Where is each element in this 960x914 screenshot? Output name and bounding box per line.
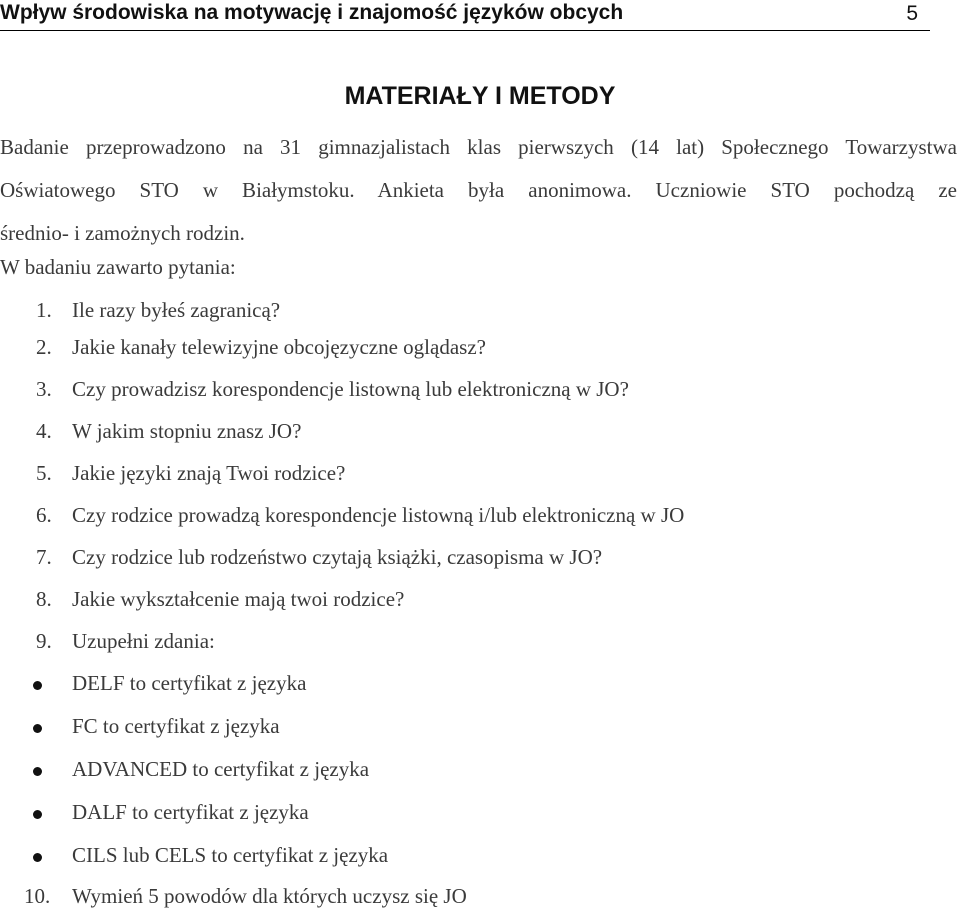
- item-text: Czy rodzice lub rodzeństwo czytają książki, czasopisma w JO?: [72, 545, 603, 569]
- item-text: Ile razy byłeś zagranicą?: [72, 298, 281, 322]
- paragraph-line: średnio- i zamożnych rodzin.: [0, 221, 245, 245]
- bullet-icon: [33, 681, 42, 690]
- item-number: 8.: [36, 587, 52, 611]
- page-number: 5: [906, 2, 918, 25]
- item-text: Czy rodzice prowadzą korespondencje listowną i/lub elektroniczną w JO: [72, 503, 685, 527]
- item-number: 7.: [36, 545, 52, 569]
- body-paragraph: [0, 126, 957, 255]
- item-text: W jakim stopniu znasz JO?: [72, 419, 302, 443]
- item-number: 1.: [36, 298, 52, 322]
- item-text: ADVANCED to certyfikat z języka: [72, 757, 370, 781]
- item-text: DALF to certyfikat z języka: [72, 800, 309, 824]
- item-number: 2.: [36, 335, 52, 359]
- item-number: 3.: [36, 377, 52, 401]
- running-title: Wpływ środowiska na motywację i znajomość języków obcych: [0, 1, 624, 24]
- questions-intro: W badaniu zawarto pytania:: [0, 255, 236, 279]
- item-number: 5.: [36, 461, 52, 485]
- item-number: 9.: [36, 629, 52, 653]
- item-text: CILS lub CELS to certyfikat z języka: [72, 843, 389, 867]
- item-number: 4.: [36, 419, 52, 443]
- bullet-icon: [33, 724, 42, 733]
- bullet-icon: [33, 853, 42, 862]
- item-text: Jakie języki znają Twoi rodzice?: [72, 461, 346, 485]
- item-text: Czy prowadzisz korespondencje listowną lub elektroniczną w JO?: [72, 377, 629, 401]
- item-text: FC to certyfikat z języka: [72, 714, 280, 738]
- item-text: DELF to certyfikat z języka: [72, 671, 307, 695]
- paragraph-line: Oświatowego STO w Białymstoku. Ankieta była anonimowa. Uczniowie STO pochodzą ze: [0, 178, 957, 202]
- item-text: Wymień 5 powodów dla których uczysz się JO: [72, 884, 467, 908]
- item-text: Jakie wykształcenie mają twoi rodzice?: [72, 587, 405, 611]
- item-number: 10.: [24, 884, 51, 908]
- paragraph-line: Badanie przeprowadzono na 31 gimnazjalistach klas pierwszych (14 lat) Społecznego Towarzystwa: [0, 135, 957, 159]
- bullet-icon: [33, 767, 42, 776]
- page-header: [0, 0, 930, 31]
- item-number: 6.: [36, 503, 52, 527]
- item-text: Uzupełni zdania:: [72, 629, 215, 653]
- section-heading: MATERIAŁY I METODY: [344, 82, 616, 110]
- bullet-icon: [33, 810, 42, 819]
- item-text: Jakie kanały telewizyjne obcojęzyczne oglądasz?: [72, 335, 486, 359]
